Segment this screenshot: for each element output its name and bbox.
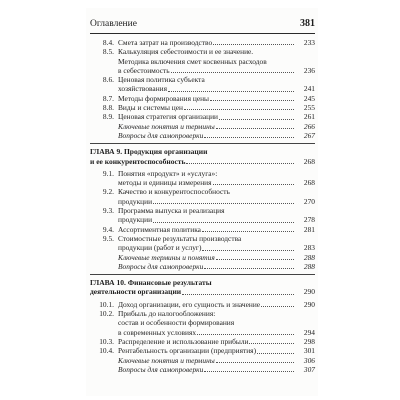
toc-entry-page: 241 [303,84,315,94]
header-rule [90,33,315,34]
toc-auxiliary-entry [90,122,315,131]
toc-entry-page: 281 [303,224,315,234]
toc-entry-text: Прибыль до налогообложения: [118,309,216,319]
toc-entry [90,346,315,355]
toc-entry-line [118,365,295,374]
toc-entry-line [118,346,295,355]
toc-entry-title [118,94,295,103]
toc-entry-text: продукции [118,196,153,206]
toc-entry-line [118,94,295,103]
toc-entry-number: 8.5. [102,47,114,57]
toc-entry-text: Методика включения смет косвенных расходов [118,56,267,66]
dot-leader [204,371,294,372]
dot-leader [184,109,294,110]
toc-entry-line [118,318,295,327]
toc-entry-text: Вопросы для самопроверки [118,130,204,140]
toc-entry-line [118,262,295,271]
toc-entry-page: 255 [303,103,315,113]
toc-entry-text: Ключевые термины и понятия [118,252,215,262]
dot-leader [153,203,294,204]
toc-entry-text: Рентабельность организации (предприятия) [118,346,257,356]
dot-leader [204,137,294,138]
toc-entry-title [118,309,295,337]
toc-entry-page: 267 [303,130,315,140]
toc-entry-text: Доход организации, его сущность и значение [118,299,261,309]
toc-entry-line [118,328,295,337]
toc-entry-number: 8.7. [102,93,114,103]
toc-auxiliary-entry [90,131,315,140]
chapter-10-heading-line [90,278,295,287]
toc-entry-page: 298 [303,336,315,346]
running-header-title: Оглавление [90,19,137,29]
toc-entry [90,309,315,337]
toc-entry-title [118,131,295,140]
toc-entry-title [118,365,295,374]
chapter-9-heading-text: ГЛАВА 9. Продукция организации [90,147,208,157]
toc-entry-text: Методы формирования цены [118,93,210,103]
toc-entry-title [118,112,295,121]
toc-entry-title [118,234,295,253]
toc-entry-number: 9.3. [102,206,114,216]
chapter-separator [90,143,315,144]
toc-entry-line [118,187,295,196]
toc-entry-line [118,253,295,262]
toc-entry-text: Ценовая стратегия организации [118,112,218,122]
dot-leader [168,91,294,92]
toc-entry-page: 288 [303,252,315,262]
toc-entry [90,112,315,121]
toc-entry-page: 301 [303,346,315,356]
toc-entry-title [118,47,295,75]
toc-entry-title [118,75,295,94]
dot-leader [182,294,294,295]
toc-entry [90,234,315,253]
toc-entry-page: 233 [303,38,315,47]
toc-entry-title [118,206,295,225]
toc-entry-title [118,225,295,234]
toc-entry-text: Стоимостные результаты производства [118,233,242,243]
toc-entry-title [118,253,295,262]
toc-entry-page: 294 [303,327,315,337]
dot-leader [213,44,294,45]
toc-entry [90,94,315,103]
toc-entry-line [118,206,295,215]
toc-entry-number: 10.3. [99,336,114,346]
toc-entry-line [118,337,295,346]
toc-entry-line [118,84,295,93]
toc-entry-line [118,234,295,243]
chapter-10-heading [90,278,315,297]
dot-leader [249,343,294,344]
toc-entry-line [118,309,295,318]
toc-entry [90,300,315,309]
toc-entry-number: 10.2. [99,309,114,319]
toc-entry-page: 266 [303,121,315,131]
dot-leader [204,268,294,269]
toc-entry-number: 8.4. [102,38,114,47]
dot-leader [153,222,294,223]
toc-entry-line [118,103,295,112]
toc-entry-text: хозяйствования [118,84,168,94]
toc-entry-text: Вопросы для самопроверки [118,261,204,271]
toc-entry [90,47,315,75]
toc-entry-title [118,300,295,309]
toc-entry-line [118,300,295,309]
chapter-9-heading-page: 268 [303,156,315,166]
toc-entry-text: в себестоимость [118,65,170,75]
toc-entry-text: Смета затрат на производство [118,38,213,47]
toc-entry-page: 288 [303,261,315,271]
toc-entry-title [118,356,295,365]
dot-leader [202,231,294,232]
toc-auxiliary-entry [90,356,315,365]
toc-entry-number: 8.8. [102,103,114,113]
dot-leader [257,353,294,354]
toc-entry-number: 9.1. [102,168,114,178]
chapter-10-heading-text: деятельности организации [90,287,182,297]
chapter-10-heading-line [90,287,295,296]
toc-entry-title [118,262,295,271]
table-of-contents [90,38,315,374]
toc-block-chapter-9 [90,147,315,271]
toc-entry [90,337,315,346]
chapter-9-heading-line [90,157,295,166]
running-header [90,19,315,33]
toc-entry [90,103,315,112]
toc-block-chapter-8-continued [90,38,315,140]
toc-entry-text: Программа выпуска и реализация [118,206,225,216]
toc-entry [90,169,315,188]
toc-entry-line [118,131,295,140]
toc-entry-page: 283 [303,243,315,253]
toc-entry-text: методы и единицы измерения [118,178,212,188]
running-header-page-number: 381 [300,18,315,29]
toc-entry-page: 268 [303,178,315,188]
toc-entry-text: Ключевые понятия и термины [118,121,215,131]
toc-auxiliary-entry [90,262,315,271]
toc-entry-text: Ключевые понятия и термины [118,355,215,365]
toc-entry-title [118,103,295,112]
toc-entry-page: 261 [303,112,315,122]
dot-leader [210,100,294,101]
toc-entry-page: 278 [303,215,315,225]
toc-entry-page: 270 [303,196,315,206]
toc-entry-text: Ассортиментная политика [118,224,201,234]
toc-entry-text: в современных условиях [118,327,197,337]
toc-entry-text: Виды и системы цен [118,103,183,113]
toc-entry-number: 8.6. [102,75,114,85]
dot-leader [216,259,294,260]
toc-entry-number: 10.1. [99,299,114,309]
toc-entry-line [118,66,295,75]
toc-entry-text: Калькуляция себестоимости и ее значение. [118,47,254,57]
dot-leader [202,250,294,251]
toc-entry-line [118,225,295,234]
toc-entry-line [118,178,295,187]
chapter-9-heading-line [90,147,295,156]
toc-entry-text: Вопросы для самопроверки [118,364,204,374]
toc-auxiliary-entry [90,365,315,374]
toc-entry [90,75,315,94]
toc-entry [90,38,315,47]
toc-entry-text: продукции [118,215,153,225]
toc-entry-text: Качество и конкурентоспособность [118,187,230,197]
chapter-9-heading-text: и ее конкурентоспособность [90,156,186,166]
toc-entry-text: продукции (работ и услуг) [118,243,202,253]
toc-entry-line [118,75,295,84]
toc-entry-number: 9.2. [102,187,114,197]
toc-entry-number: 9.4. [102,224,114,234]
toc-entry-text: Ценовая политика субъекта [118,75,205,85]
toc-entry-title [118,346,295,355]
toc-entry-line [118,47,295,56]
toc-entry-page: 290 [303,299,315,309]
toc-entry-line [118,169,295,178]
dot-leader [171,72,294,73]
toc-entry [90,187,315,206]
dot-leader [213,184,294,185]
dot-leader [219,119,294,120]
toc-entry-line [118,356,295,365]
chapter-10-heading-text: ГЛАВА 10. Финансовые результаты [90,278,212,288]
toc-entry-number: 9.5. [102,233,114,243]
toc-block-chapter-10 [90,278,315,374]
toc-entry-line [118,57,295,66]
toc-entry-page: 307 [303,364,315,374]
toc-entry-line [118,215,295,224]
toc-entry-number: 8.9. [102,112,114,122]
chapter-10-heading-page: 290 [303,287,315,297]
toc-entry-title [118,38,295,47]
toc-entry-title [118,337,295,346]
toc-entry-page: 245 [303,93,315,103]
toc-auxiliary-entry [90,253,315,262]
toc-entry-page: 236 [303,65,315,75]
dot-leader [216,128,294,129]
toc-entry-number: 10.4. [99,346,114,356]
toc-entry-page: 306 [303,355,315,365]
dot-leader [186,163,294,164]
toc-entry-line [118,122,295,131]
chapter-9-heading [90,147,315,166]
toc-entry-line [118,197,295,206]
toc-entry-title [118,169,295,188]
toc-entry-title [118,122,295,131]
dot-leader [261,306,294,307]
toc-entry-line [118,38,295,47]
dot-leader [197,334,294,335]
toc-entry-title [118,187,295,206]
dot-leader [216,362,294,363]
chapter-separator [90,274,315,275]
toc-entry-text: состав и особенности формирования [118,318,235,328]
toc-entry-text: Понятия «продукт» и «услуга»: [118,168,218,178]
toc-entry-line [118,243,295,252]
toc-entry-text: Распределение и использование прибыли [118,336,249,346]
toc-entry-line [118,112,295,121]
toc-entry [90,206,315,225]
toc-entry [90,225,315,234]
